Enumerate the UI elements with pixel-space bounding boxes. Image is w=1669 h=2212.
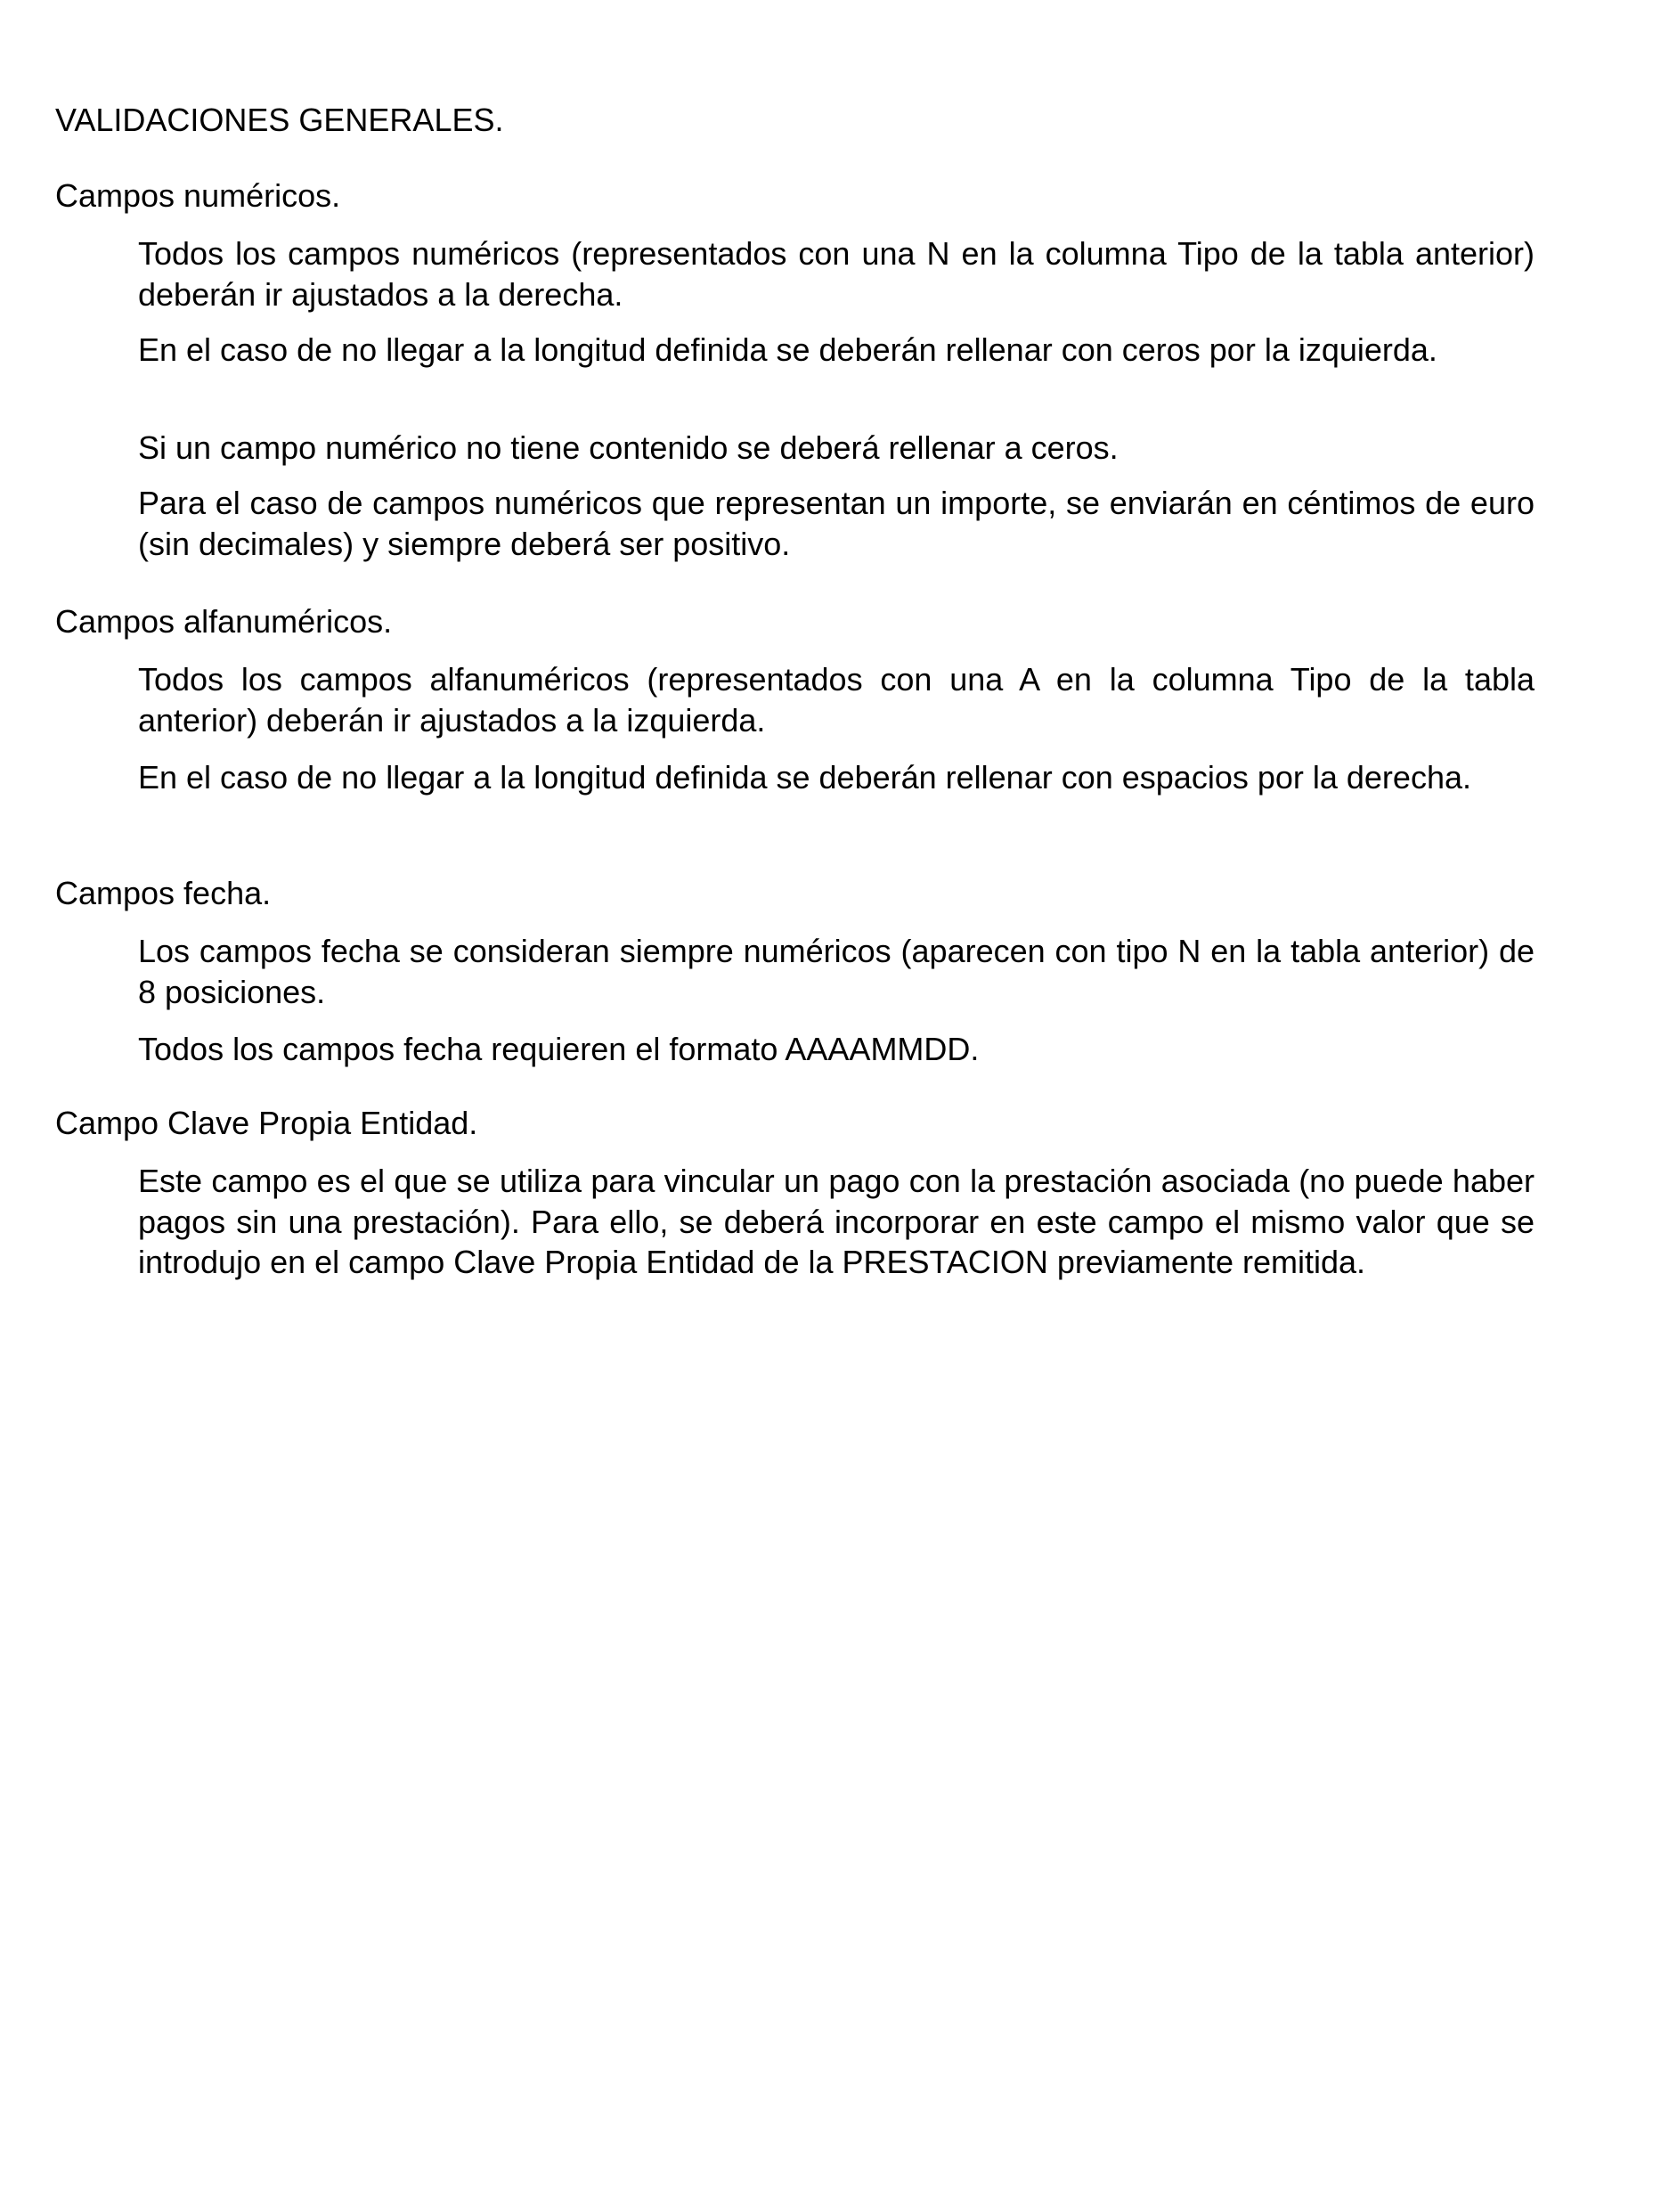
- paragraph: Todos los campos numéricos (representados con una N en la columna Tipo de la tabla anterior) deberán ir ajustados a la derecha.: [138, 235, 1535, 313]
- paragraph: Si un campo numérico no tiene contenido se deberá rellenar a ceros.: [138, 429, 1119, 466]
- paragraph: Para el caso de campos numéricos que representan un importe, se enviarán en céntimos de euro (sin decimales) y siempre deberá ser positivo.: [138, 485, 1535, 562]
- paragraph: Este campo es el que se utiliza para vincular un pago con la prestación asociada (no puede haber pagos sin una prestación). Para ello, se deberá incorporar en este campo el mismo valor que se introdujo en el campo Clave Propia Entidad de la PRESTACION previamente remitida.: [138, 1163, 1535, 1280]
- paragraph: Los campos fecha se consideran siempre numéricos (aparecen con tipo N en la tabla anterior) de 8 posiciones.: [138, 933, 1535, 1010]
- paragraph: En el caso de no llegar a la longitud definida se deberán rellenar con espacios por la derecha.: [138, 759, 1471, 796]
- paragraph: En el caso de no llegar a la longitud definida se deberán rellenar con ceros por la izquierda.: [138, 331, 1437, 368]
- section-heading-alphanumeric: Campos alfanuméricos.: [55, 603, 393, 640]
- section-heading-numeric: Campos numéricos.: [55, 177, 341, 214]
- section-heading-date: Campos fecha.: [55, 875, 272, 911]
- paragraph: Todos los campos fecha requieren el formato AAAAMMDD.: [138, 1031, 980, 1067]
- section-heading-entity-key: Campo Clave Propia Entidad.: [55, 1105, 478, 1141]
- paragraph: Todos los campos alfanuméricos (representados con una A en la columna Tipo de la tabla anterior) deberán ir ajustados a la izquierda.: [138, 661, 1535, 739]
- document-title: VALIDACIONES GENERALES.: [55, 102, 504, 138]
